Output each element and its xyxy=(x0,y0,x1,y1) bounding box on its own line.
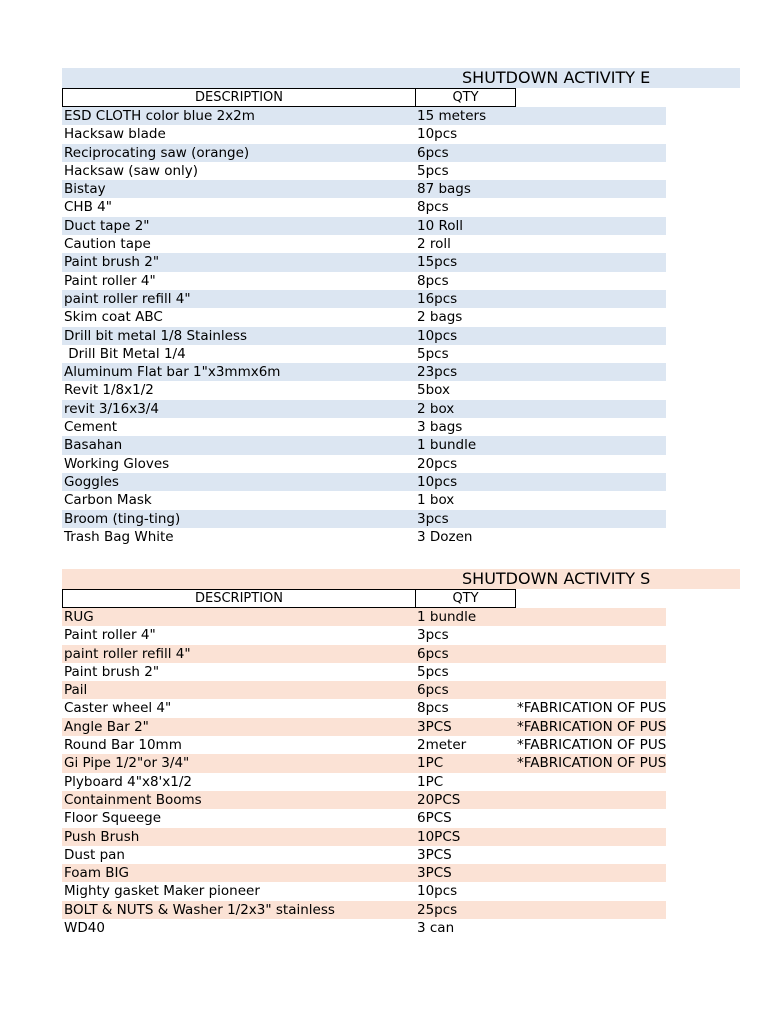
item-description: Duct tape 2" xyxy=(64,217,150,234)
item-description: Skim coat ABC xyxy=(64,309,163,326)
item-quantity: 20PCS xyxy=(417,791,461,808)
item-description: WD40 xyxy=(64,920,105,937)
item-quantity: 20pcs xyxy=(417,455,458,472)
item-description: Carbon Mask xyxy=(64,492,152,509)
item-quantity: 3 bags xyxy=(417,419,463,436)
section-title-bar xyxy=(62,569,740,589)
item-quantity: 1PC xyxy=(417,773,444,790)
table-row xyxy=(62,162,666,180)
item-description: Containment Booms xyxy=(64,791,202,808)
item-quantity: 10pcs xyxy=(417,473,458,490)
item-quantity: 1PC xyxy=(417,755,444,772)
item-quantity: 3PCS xyxy=(417,718,452,735)
item-description: Hacksaw blade xyxy=(64,126,166,143)
table-row xyxy=(62,107,666,125)
item-description: Paint brush 2" xyxy=(64,663,160,680)
item-note: *FABRICATION OF PUS xyxy=(517,755,666,772)
table-row xyxy=(62,436,666,454)
table-row xyxy=(62,528,666,546)
items-table-body xyxy=(62,107,666,546)
section-title-bar xyxy=(62,68,740,88)
section-title: SHUTDOWN ACTIVITY E xyxy=(462,68,651,87)
table-row xyxy=(62,510,666,528)
item-quantity: 3PCS xyxy=(417,865,452,882)
items-table-body xyxy=(62,608,666,937)
table-row xyxy=(62,144,666,162)
table-row xyxy=(62,608,666,626)
item-description: Drill bit metal 1/8 Stainless xyxy=(64,327,248,344)
item-quantity: 6pcs xyxy=(417,645,449,662)
table-row xyxy=(62,663,666,681)
item-description: Push Brush xyxy=(64,828,140,845)
item-description: Gi Pipe 1/2"or 3/4" xyxy=(64,755,190,772)
table-row xyxy=(62,327,666,345)
item-note: *FABRICATION OF PUS xyxy=(517,737,666,754)
item-description: paint roller refill 4" xyxy=(64,290,191,307)
table-row xyxy=(62,290,666,308)
item-quantity: 8pcs xyxy=(417,199,449,216)
table-row xyxy=(62,864,666,882)
table-row xyxy=(62,626,666,644)
item-description: Pail xyxy=(64,682,88,699)
table-row xyxy=(62,217,666,235)
table-row xyxy=(62,491,666,509)
table-row xyxy=(62,754,666,772)
table-row xyxy=(62,125,666,143)
table-row xyxy=(62,400,666,418)
table-row xyxy=(62,699,666,717)
table-row xyxy=(62,919,666,937)
item-description: Goggles xyxy=(64,473,119,490)
table-row xyxy=(62,828,666,846)
item-description: RUG xyxy=(64,609,94,625)
table-row xyxy=(62,809,666,827)
table-row xyxy=(62,882,666,900)
item-description: Caster wheel 4" xyxy=(64,700,172,717)
item-description: Cement xyxy=(64,419,118,436)
item-description: ESD CLOTH color blue 2x2m xyxy=(64,108,255,124)
item-quantity: 8pcs xyxy=(417,700,449,717)
item-description: Hacksaw (saw only) xyxy=(64,162,199,179)
table-row xyxy=(62,791,666,809)
table-row xyxy=(62,418,666,436)
item-description: Trash Bag White xyxy=(64,528,174,545)
item-quantity: 6PCS xyxy=(417,810,452,827)
table-row xyxy=(62,736,666,754)
table-row xyxy=(62,681,666,699)
description-column-header: DESCRIPTION xyxy=(62,88,416,107)
item-quantity: 6pcs xyxy=(417,682,449,699)
qty-column-header: QTY xyxy=(415,88,516,107)
item-description: paint roller refill 4" xyxy=(64,645,191,662)
item-quantity: 15pcs xyxy=(417,254,458,271)
item-quantity: 25pcs xyxy=(417,901,458,918)
item-description: Floor Squeege xyxy=(64,810,162,827)
item-quantity: 5pcs xyxy=(417,663,449,680)
item-quantity: 10pcs xyxy=(417,883,458,900)
item-description: revit 3/16x3/4 xyxy=(64,400,159,417)
item-description: Angle Bar 2" xyxy=(64,718,149,735)
item-description: Bistay xyxy=(64,181,106,198)
item-quantity: 1 bundle xyxy=(417,437,477,454)
item-description: Paint roller 4" xyxy=(64,627,156,644)
item-quantity: 8pcs xyxy=(417,272,449,289)
item-note: *FABRICATION OF PUS xyxy=(517,700,666,717)
table-row xyxy=(62,455,666,473)
item-quantity: 5box xyxy=(417,382,450,399)
item-description: Drill Bit Metal 1/4 xyxy=(64,345,186,362)
item-description: Dust pan xyxy=(64,846,125,863)
table-row xyxy=(62,846,666,864)
item-description: Revit 1/8x1/2 xyxy=(64,382,154,399)
section-title: SHUTDOWN ACTIVITY S xyxy=(462,569,651,588)
item-description: Paint brush 2" xyxy=(64,254,160,271)
item-quantity: 2 bags xyxy=(417,309,463,326)
table-row xyxy=(62,773,666,791)
item-quantity: 1 bundle xyxy=(417,609,477,625)
item-description: Round Bar 10mm xyxy=(64,737,182,754)
item-description: CHB 4" xyxy=(64,199,112,216)
item-description: Basahan xyxy=(64,437,123,454)
item-note: *FABRICATION OF PUS xyxy=(517,718,666,735)
item-quantity: 6pcs xyxy=(417,144,449,161)
table-row xyxy=(62,308,666,326)
item-quantity: 5pcs xyxy=(417,162,449,179)
item-quantity: 10pcs xyxy=(417,327,458,344)
item-quantity: 16pcs xyxy=(417,290,458,307)
table-row xyxy=(62,645,666,663)
item-quantity: 23pcs xyxy=(417,364,458,381)
table-row xyxy=(62,235,666,253)
table-row xyxy=(62,253,666,271)
table-row xyxy=(62,272,666,290)
item-quantity: 1 box xyxy=(417,492,455,509)
item-description: Working Gloves xyxy=(64,455,170,472)
item-description: BOLT & NUTS & Washer 1/2x3" stainless xyxy=(64,901,335,918)
item-quantity: 15 meters xyxy=(417,108,487,124)
item-description: Mighty gasket Maker pioneer xyxy=(64,883,260,900)
item-quantity: 3pcs xyxy=(417,510,449,527)
table-row xyxy=(62,473,666,491)
item-quantity: 10PCS xyxy=(417,828,461,845)
table-row xyxy=(62,718,666,736)
item-description: Foam BIG xyxy=(64,865,129,882)
item-quantity: 2 roll xyxy=(417,236,451,253)
item-quantity: 5pcs xyxy=(417,345,449,362)
table-row xyxy=(62,363,666,381)
item-quantity: 10pcs xyxy=(417,126,458,143)
table-row xyxy=(62,381,666,399)
table-row xyxy=(62,345,666,363)
item-description: Plyboard 4"x8'x1/2 xyxy=(64,773,192,790)
item-quantity: 87 bags xyxy=(417,181,471,198)
item-quantity: 3 Dozen xyxy=(417,528,473,545)
item-description: Aluminum Flat bar 1"x3mmx6m xyxy=(64,364,281,381)
item-description: Reciprocating saw (orange) xyxy=(64,144,250,161)
table-row xyxy=(62,180,666,198)
item-quantity: 3pcs xyxy=(417,627,449,644)
description-column-header: DESCRIPTION xyxy=(62,589,416,608)
item-quantity: 10 Roll xyxy=(417,217,464,234)
qty-column-header: QTY xyxy=(415,589,516,608)
item-description: Caution tape xyxy=(64,236,151,253)
item-quantity: 3 can xyxy=(417,920,455,937)
item-description: Broom (ting-ting) xyxy=(64,510,181,527)
item-quantity: 3PCS xyxy=(417,846,452,863)
table-row xyxy=(62,198,666,216)
item-quantity: 2meter xyxy=(417,737,467,754)
table-row xyxy=(62,901,666,919)
item-description: Paint roller 4" xyxy=(64,272,156,289)
item-quantity: 2 box xyxy=(417,400,455,417)
